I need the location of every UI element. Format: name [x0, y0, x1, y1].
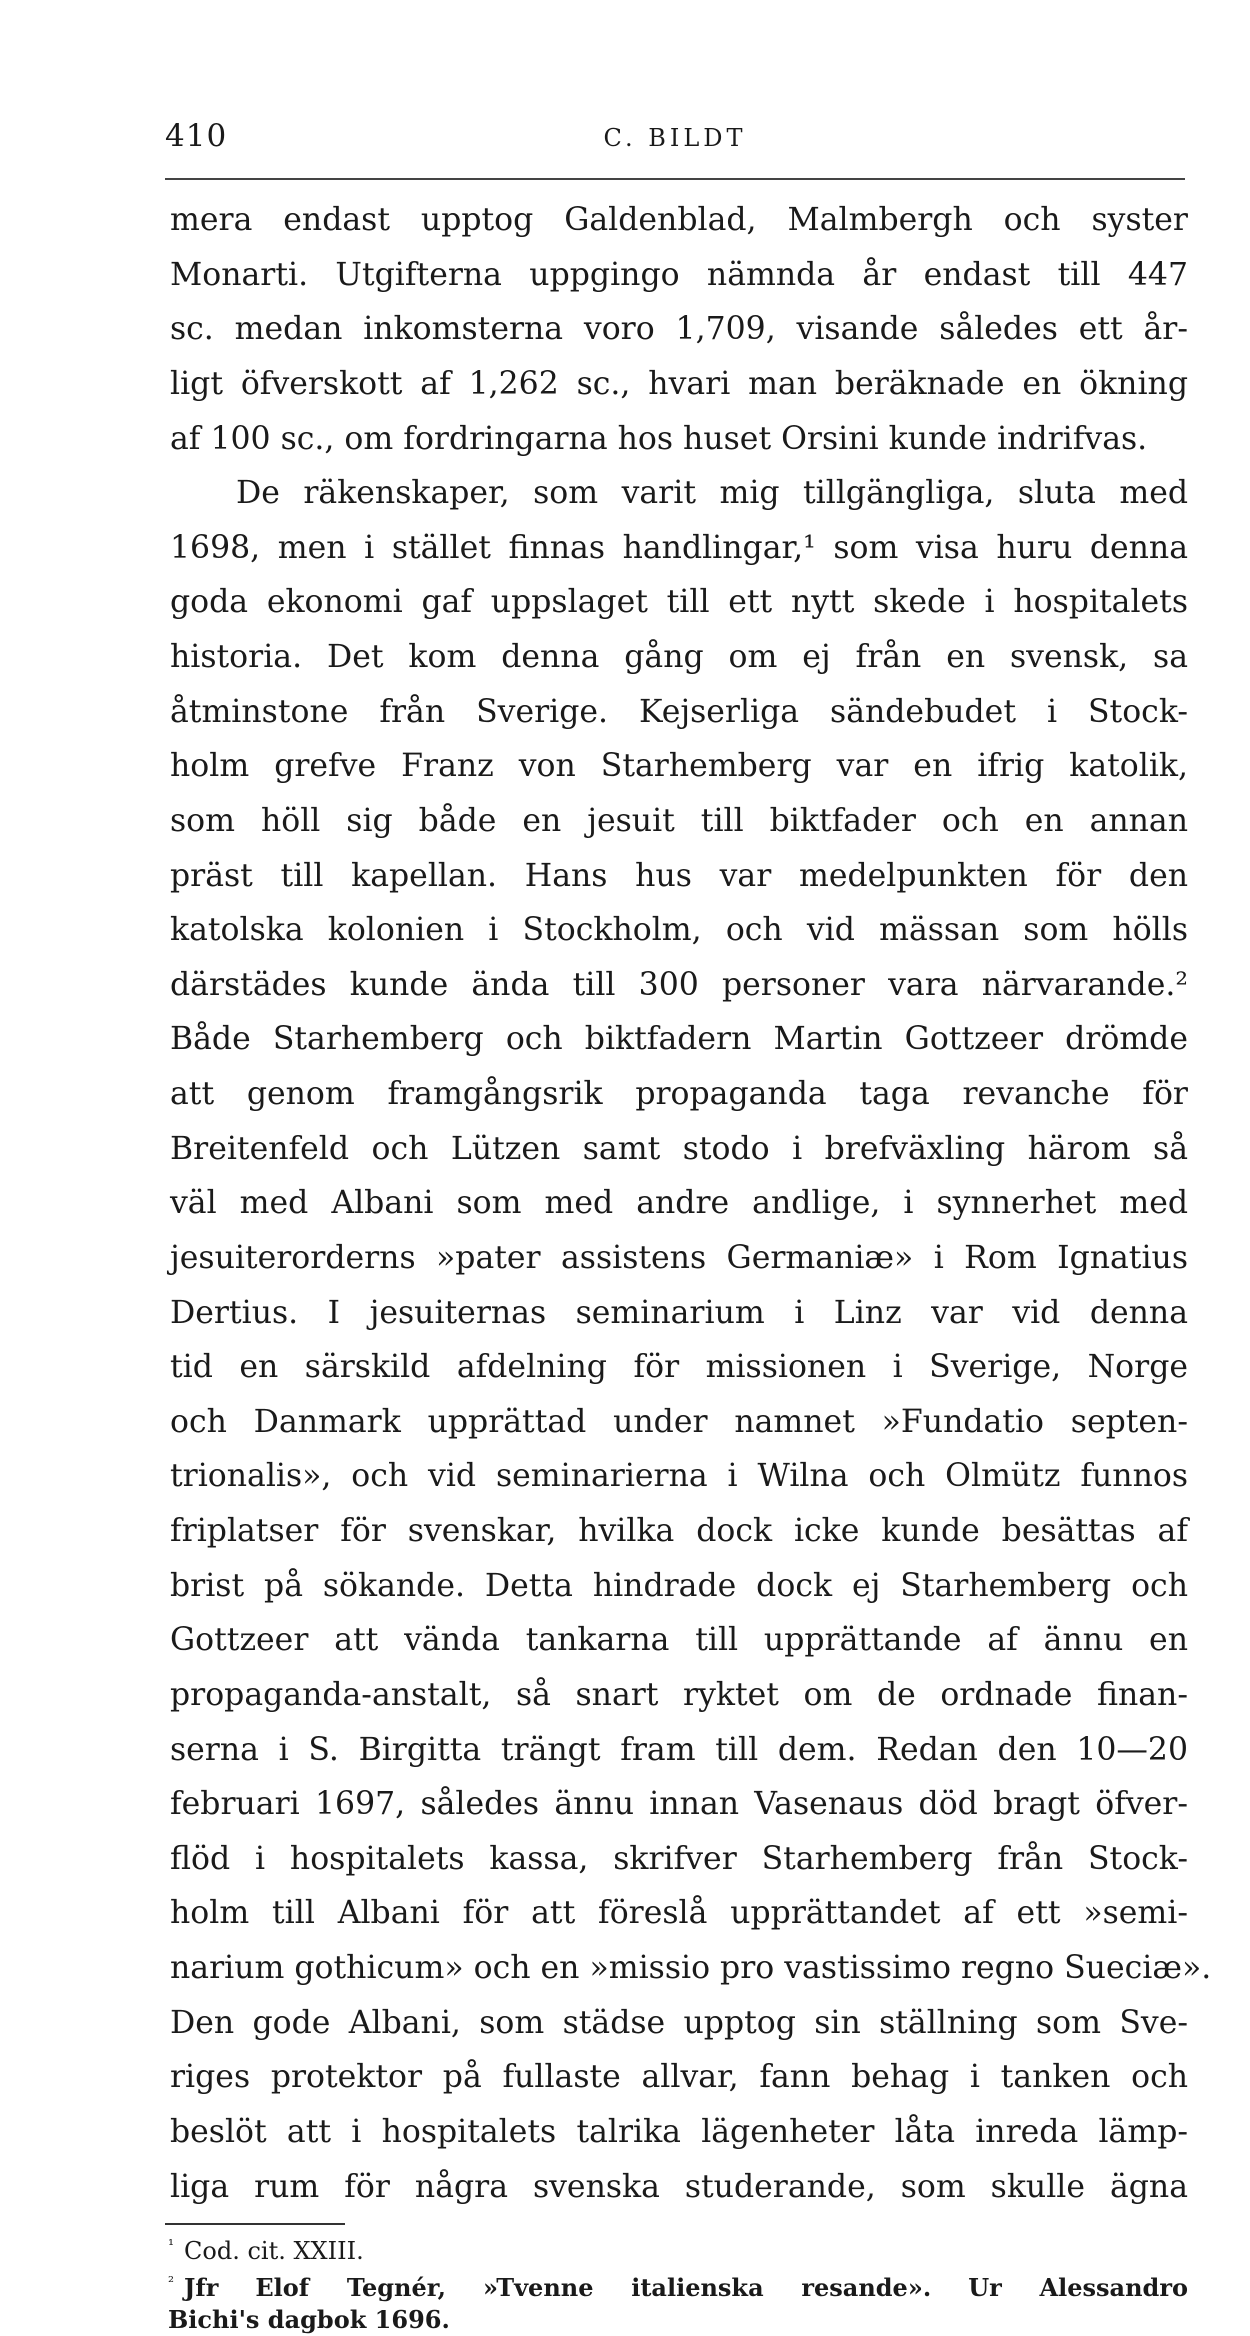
page-number: 410	[165, 118, 228, 154]
text-line: propaganda-anstalt, så snart ryktet om de ordnade finan-	[170, 1676, 1188, 1713]
text-line: Dertius. I jesuiternas seminarium i Linz var vid denna	[170, 1294, 1188, 1331]
text-line: af 100 sc., om fordringarna hos huset Orsini kunde indrifvas.	[170, 420, 1148, 457]
text-line: Breitenfeld och Lützen samt stodo i brefväxling härom så	[170, 1130, 1188, 1167]
footnote-2-author: Elof Tegnér,	[255, 2273, 446, 2302]
footnote-1-text: Cod. cit. XXIII.	[184, 2237, 364, 2265]
text-line: därstädes kunde ända till 300 personer vara närvarande.²	[170, 966, 1188, 1003]
footnote-2-rest-2: Bichi's dagbok 1696.	[168, 2305, 450, 2334]
running-head: C. BILDT	[603, 124, 747, 152]
text-line: holm till Albani för att föreslå upprättandet af ett »semi-	[170, 1895, 1188, 1932]
text-line: Både Starhemberg och biktfadern Martin Gottzeer drömde	[170, 1021, 1188, 1058]
text-line: sc. medan inkomsterna voro 1,709, visande således ett år-	[170, 311, 1188, 348]
text-line: friplatser för svenskar, hvilka dock icke kunde besättas af	[170, 1513, 1188, 1549]
text-line: holm grefve Franz von Starhemberg var en ifrig katolik,	[170, 748, 1188, 785]
text-line: mera endast upptog Galdenblad, Malmbergh och syster	[170, 202, 1188, 238]
text-line: att genom framgångsrik propaganda taga revanche för	[170, 1076, 1188, 1112]
footnote-2-rest: Ur Alessandro	[968, 2273, 1188, 2302]
footnote-1	[168, 2230, 1188, 2267]
text-line: präst till kapellan. Hans hus var medelpunkten för den	[170, 857, 1188, 894]
text-line: narium gothicum» och en »missio pro vastissimo regno Sueciæ».	[170, 1950, 1212, 1986]
footnote-1-mark: ¹	[168, 2236, 175, 2254]
footnote-2-continued	[168, 2304, 1188, 2336]
page-header	[165, 118, 1185, 164]
text-line: riges protektor på fullaste allvar, fann behag i tanken och	[170, 2059, 1188, 2096]
text-line: brist på sökande. Detta hindrade dock ej Starhemberg och	[170, 1567, 1188, 1604]
text-line: som höll sig både en jesuit till biktfader och en annan	[170, 802, 1188, 839]
text-line: och Danmark upprättad under namnet »Fundatio septen-	[170, 1403, 1188, 1440]
text-line: flöd i hospitalets kassa, skrifver Starhemberg från Stock-	[170, 1840, 1188, 1877]
footnotes	[168, 2230, 1188, 2336]
text-line: Gottzeer att vända tankarna till upprättande af ännu en	[170, 1622, 1188, 1659]
footnote-2-title: »Tvenne italienska resande».	[482, 2273, 932, 2302]
footnote-rule	[165, 2223, 345, 2225]
body-text	[170, 193, 1212, 2214]
footnote-2-prefix: Jfr	[184, 2273, 219, 2302]
header-rule	[165, 178, 1185, 180]
text-line: ligt öfverskott af 1,262 sc., hvari man beräknade en ökning	[170, 365, 1188, 402]
text-line: väl med Albani som med andre andlige, i synnerhet med	[170, 1185, 1188, 1222]
text-line: 1698, men i stället finnas handlingar,¹ som visa huru denna	[170, 529, 1188, 566]
text-line: beslöt att i hospitalets talrika lägenheter låta inreda lämp-	[170, 2113, 1188, 2150]
footnote-2-mark: ²	[168, 2273, 175, 2291]
text-line: åtminstone från Sverige. Kejserliga sändebudet i Stock-	[170, 693, 1188, 730]
text-line: liga rum för några svenska studerande, som skulle ägna	[170, 2168, 1188, 2205]
text-line: februari 1697, således ännu innan Vasenaus död bragt öfver-	[170, 1786, 1188, 1823]
text-line: Den gode Albani, som städse upptog sin ställning som Sve-	[170, 2004, 1188, 2041]
text-line: De räkenskaper, som varit mig tillgängliga, sluta med	[236, 475, 1188, 512]
text-line: Monarti. Utgifterna uppgingo nämnda år endast till 447	[170, 256, 1188, 293]
text-line: serna i S. Birgitta trängt fram till dem. Redan den 10—20	[170, 1731, 1188, 1768]
text-line: tid en särskild afdelning för missionen i Sverige, Norge	[170, 1349, 1188, 1386]
text-line: katolska kolonien i Stockholm, och vid mässan som hölls	[170, 912, 1188, 949]
text-line: jesuiterorderns »pater assistens Germaniæ» i Rom Ignatius	[170, 1239, 1188, 1276]
text-line: historia. Det kom denna gång om ej från en svensk, sa	[170, 639, 1188, 675]
text-line: trionalis», och vid seminarierna i Wilna och Olmütz funnos	[170, 1458, 1188, 1495]
footnote-2	[168, 2267, 1188, 2304]
text-line: goda ekonomi gaf uppslaget till ett nytt skede i hospitalets	[170, 584, 1188, 621]
